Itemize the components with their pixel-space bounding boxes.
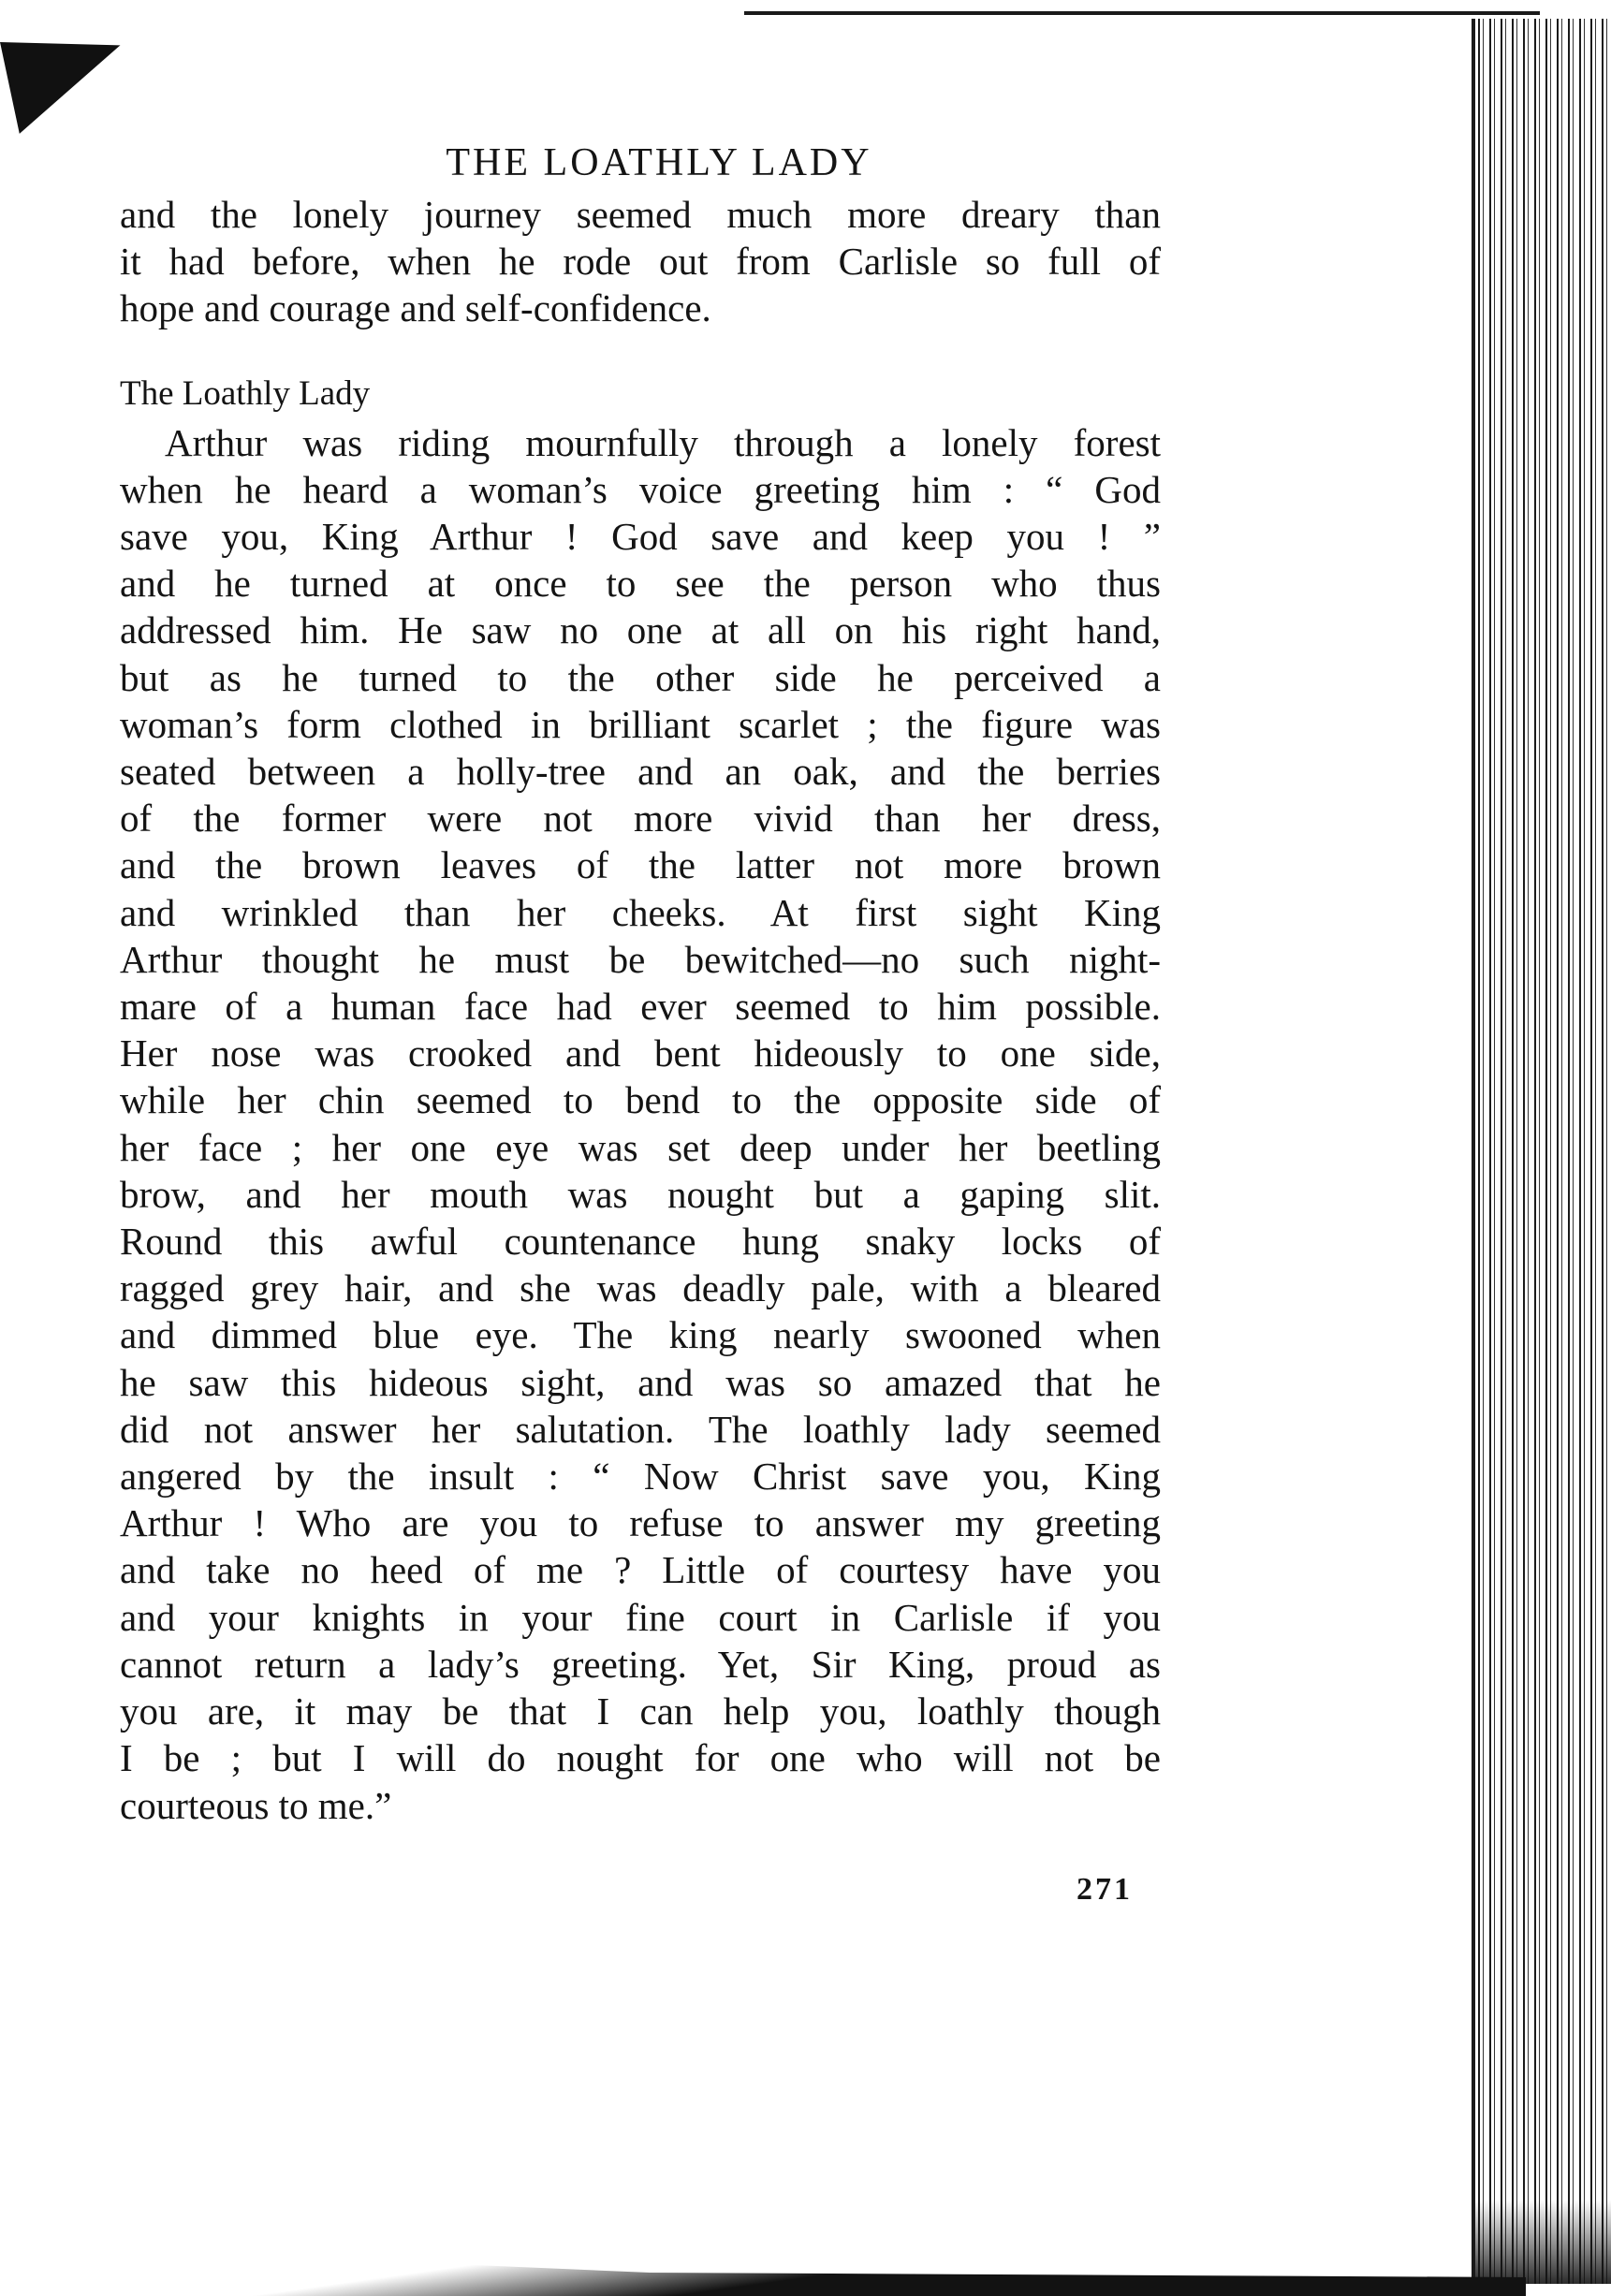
scan-top-rule: [744, 11, 1540, 15]
book-page: [120, 140, 1161, 1829]
text-line: woman’s form clothed in brilliant scarlet ; the figure was: [120, 702, 1161, 746]
main-paragraph: [120, 419, 1161, 1829]
text-line: but as he turned to the other side he perceived a: [120, 655, 1161, 699]
text-line: mare of a human face had ever seemed to him possible.: [120, 985, 1161, 1029]
text-line: hope and courage and self-confidence.: [120, 286, 711, 330]
text-line: did not answer her salutation. The loathly lady seemed: [120, 1407, 1161, 1451]
scan-corner-mark: [0, 18, 134, 134]
text-line: and wrinkled than her cheeks. At first sight King: [120, 890, 1161, 934]
text-line: it had before, when he rode out from Carlisle so full of: [120, 240, 1161, 284]
section-heading: The Loathly Lady: [120, 373, 371, 413]
text-line: seated between a holly-tree and an oak, and the berries: [120, 750, 1161, 794]
book-page-edges: [1472, 19, 1611, 2284]
page-number: 271: [1076, 1872, 1133, 1907]
text-line: cannot return a lady’s greeting. Yet, Sir King, proud as: [120, 1642, 1161, 1686]
text-line: Her nose was crooked and bent hideously to one side,: [120, 1031, 1161, 1075]
text-line: save you, King Arthur ! God save and keep you ! ”: [120, 515, 1161, 559]
running-head: THE LOATHLY LADY: [446, 141, 872, 184]
text-line: angered by the insult : “ Now Christ save you, King: [120, 1455, 1161, 1499]
text-line: you are, it may be that I can help you, loathly though: [120, 1689, 1161, 1733]
text-line: he saw this hideous sight, and was so amazed that he: [120, 1360, 1161, 1404]
text-line: and he turned at once to see the person who thus: [120, 562, 1161, 606]
text-line: courteous to me.”: [120, 1783, 392, 1827]
text-line: Arthur thought he must be bewitched—no such night-: [120, 937, 1161, 981]
text-line: while her chin seemed to bend to the opposite side of: [120, 1078, 1161, 1122]
text-line: and the lonely journey seemed much more dreary than: [120, 193, 1161, 236]
text-line: addressed him. He saw no one at all on his right hand,: [120, 608, 1161, 652]
text-line: her face ; her one eye was set deep under her beetling: [120, 1125, 1161, 1169]
text-line: and dimmed blue eye. The king nearly swooned when: [120, 1313, 1161, 1357]
text-line: I be ; but I will do nought for one who will not be: [120, 1736, 1161, 1780]
text-line: when he heard a woman’s voice greeting him : “ God: [120, 467, 1161, 511]
text-line: Round this awful countenance hung snaky locks of: [120, 1220, 1161, 1264]
text-line: and take no heed of me ? Little of courtesy have you: [120, 1548, 1161, 1592]
scan-bottom-shadow: [66, 2202, 1526, 2296]
text-line: and the brown leaves of the latter not more brown: [120, 843, 1161, 887]
text-line: ragged grey hair, and she was deadly pale, with a bleared: [120, 1266, 1161, 1310]
text-line: of the former were not more vivid than her dress,: [120, 797, 1161, 841]
text-line: and your knights in your fine court in Carlisle if you: [120, 1595, 1161, 1639]
text-line: brow, and her mouth was nought but a gaping slit.: [120, 1172, 1161, 1216]
opening-paragraph: [120, 191, 1161, 332]
text-line: Arthur ! Who are you to refuse to answer my greeting: [120, 1501, 1161, 1545]
text-line: Arthur was riding mournfully through a lonely forest: [165, 420, 1161, 464]
